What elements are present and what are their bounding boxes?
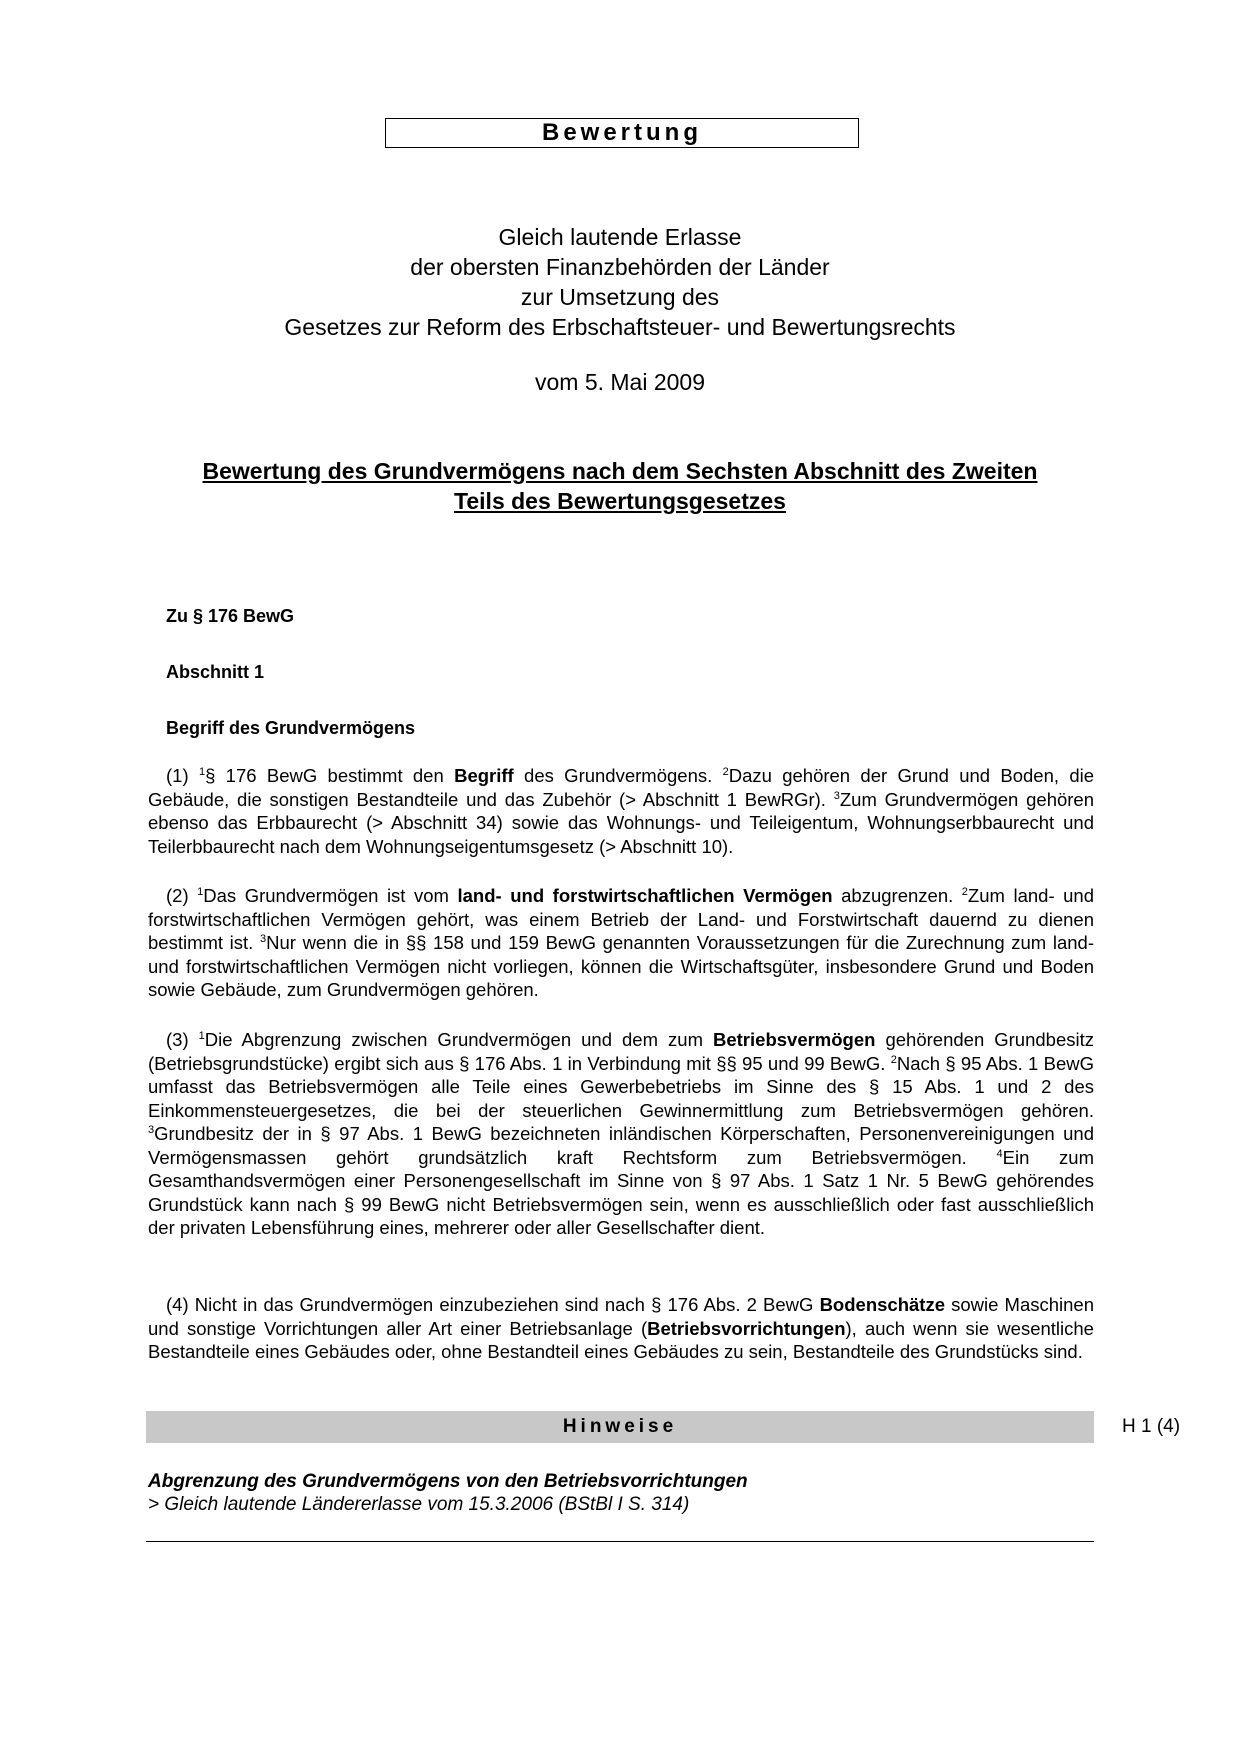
sentence-number: 4 — [996, 1147, 1003, 1160]
paragraph-text: abzugrenzen. — [832, 885, 962, 906]
document-category-box — [385, 118, 859, 148]
title-line-4: Gesetzes zur Reform des Erbschaftsteuer- und Bewertungsrechts — [284, 314, 956, 340]
paragraph-text: Nur wenn die in §§ 158 und 159 BewG genannten Voraussetzungen für die Zurechnung zum land- und forstwirtschaftlichen Vermögen nicht vorliegen, können die Wirtschaftsgüter, insbesondere Grund und Boden sowie Gebäude, zum Grundvermögen gehören. — [148, 932, 1094, 1000]
title-line-1: Gleich lautende Erlasse — [498, 224, 742, 250]
section-title-line-1: Bewertung des Grundvermögens nach dem Sechsten Abschnitt des Zweiten — [202, 458, 1038, 484]
sentence-number: 2 — [961, 885, 968, 898]
section-title-line-2: Teils des Bewertungsgesetzes — [454, 488, 786, 514]
paragraph-text: Dazu gehören der Grund und Boden, die Gebäude, die sonstigen Bestandteile und das Zubehör (> Abschnitt 1 BewRGr). — [148, 765, 1095, 810]
paragraph-text: Zum land- und forstwirtschaftlichen Vermögen gehört, was einem Betrieb der Land- und Forstwirtschaft dauernd zu dienen bestimmt ist. — [148, 885, 1095, 953]
paragraph-text: des Grundvermögens. — [513, 765, 723, 786]
bottom-divider — [146, 1541, 1094, 1542]
sentence-number: 3 — [833, 789, 840, 802]
paragraph-text: Die Abgrenzung zwischen Grundvermögen und dem zum — [204, 1029, 713, 1050]
paragraph-3 — [148, 1028, 1094, 1240]
paragraph-number: (2) — [166, 885, 198, 906]
sentence-number: 1 — [198, 1029, 205, 1042]
emphasis-term: Bodenschätze — [819, 1294, 945, 1315]
margin-reference: H 1 (4) — [1122, 1416, 1181, 1437]
title-line-2: der obersten Finanzbehörden der Länder — [410, 254, 830, 280]
paragraph-text: § 176 BewG bestimmt den — [205, 765, 455, 786]
sentence-number: 3 — [148, 1123, 155, 1136]
paragraph-number: (4) — [166, 1294, 195, 1315]
emphasis-term: Betriebsvorrichtungen — [647, 1317, 846, 1339]
emphasis-term: Betriebsvermögen — [713, 1029, 876, 1050]
document-title — [0, 222, 1240, 342]
sentence-number: 2 — [890, 1053, 897, 1066]
paragraph-number: (1) — [166, 765, 199, 786]
document-category-label: Bewertung — [541, 119, 702, 146]
paragraph-number: (3) — [166, 1029, 199, 1050]
emphasis-term: land- und forstwirtschaftlichen Vermögen — [457, 885, 833, 906]
paragraph-text: ), auch wenn sie wesentliche Bestandteile eines Gebäudes oder, ohne Bestandteil eines Gebäudes zu sein, Bestandteile des Grundstücks sind. — [148, 1317, 1094, 1362]
paragraph-4 — [148, 1293, 1094, 1364]
paragraph-text: Nicht in das Grundvermögen einzubeziehen sind nach § 176 Abs. 2 BewG — [194, 1294, 820, 1315]
paragraph-text: Grundbesitz der in § 97 Abs. 1 BewG bezeichneten inländischen Körperschaften, Personenvereinigungen und Vermögensmassen gehört grundsätzlich kraft Rechtsform zum Betriebsvermögen. — [148, 1123, 1094, 1168]
title-line-3: zur Umsetzung des — [520, 284, 720, 310]
sentence-number: 2 — [722, 765, 729, 778]
sentence-number: 3 — [259, 932, 267, 945]
paragraph-1 — [148, 764, 1094, 858]
paragraph-text: sowie Maschinen und sonstige Vorrichtungen aller Art einer Betriebsanlage ( — [148, 1294, 1095, 1339]
paragraph-text: gehörenden Grundbesitz (Betriebsgrundstücke) ergibt sich aus § 176 Abs. 1 in Verbindung mit §§ 95 und 99 BewG. — [148, 1029, 1095, 1074]
hint-title: Abgrenzung des Grundvermögens von den Betriebsvorrichtungen — [148, 1471, 748, 1492]
paragraph-text: Zum Grundvermögen gehören ebenso das Erbbaurecht (> Abschnitt 34) sowie das Wohnungs- und Teileigentum, Wohnungserbbaurecht und Teilerbbaurecht nach dem Wohnungseigentumsgesetz (> Abschnitt 10). — [148, 788, 1095, 857]
sentence-number: 1 — [197, 885, 204, 898]
emphasis-term: Begriff — [454, 765, 514, 786]
abschnitt-heading: Abschnitt 1 — [166, 662, 265, 682]
document-date: vom 5. Mai 2009 — [534, 369, 706, 395]
section-title — [150, 456, 1090, 516]
paragraph-reference-heading: Zu § 176 BewG — [166, 606, 295, 626]
hint-reference: > Gleich lautende Ländererlasse vom 15.3.2006 (BStBl I S. 314) — [148, 1494, 690, 1515]
hinweise-label: Hinweise — [562, 1416, 678, 1437]
paragraph-2 — [148, 884, 1094, 1002]
paragraph-text: Nach § 95 Abs. 1 BewG umfasst das Betriebsvermögen alle Teile eines Gewerbebetriebs im Sinne des § 15 Abs. 1 und 2 des Einkommensteuergesetzes, die bei der steuerlichen Gewinnermittlung zum Betriebsvermögen gehören. — [148, 1052, 1094, 1121]
paragraph-text: Das Grundvermögen ist vom — [203, 885, 458, 906]
hinweise-section-bar — [146, 1411, 1094, 1443]
begriff-heading: Begriff des Grundvermögens — [166, 718, 416, 738]
sentence-number: 1 — [198, 765, 206, 778]
paragraph-text: Ein zum Gesamthandsvermögen einer Personengesellschaft im Sinne von § 97 Abs. 1 Satz 1 Nr. 5 BewG gehörendes Grundstück kann nach § 99 BewG nicht Betriebsvermögen sein, wenn es ausschließlich oder fast ausschließlich der privaten Lebensführung eines, mehrerer oder aller Gesellschafter dient. — [148, 1146, 1095, 1238]
